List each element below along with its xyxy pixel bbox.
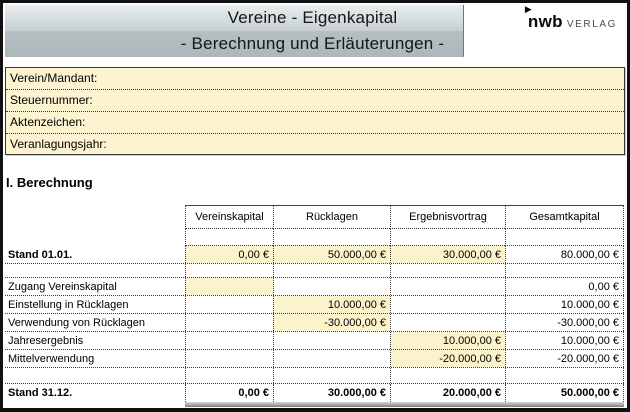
- row-label: Einstellung in Rücklagen: [8, 298, 129, 311]
- logo-nwb-text: nwb: [527, 12, 563, 31]
- spacer-cell: [390, 229, 505, 246]
- input-cell-ergebnisvortrag[interactable]: 10.000,00 €: [390, 332, 505, 349]
- spacer-cell: [390, 264, 505, 277]
- spacer-cell: [185, 264, 273, 277]
- column-header-ruecklagen: Rücklagen: [273, 205, 390, 229]
- column-header-empty: [5, 205, 185, 229]
- form-label: Aktenzeichen:: [10, 115, 86, 129]
- row-label: Jahresergebnis: [8, 334, 84, 347]
- result-cell-gesamtkapital: 10.000,00 €: [505, 332, 624, 349]
- result-cell-gesamtkapital: 80.000,00 €: [505, 246, 624, 263]
- spacer-cell: [185, 229, 273, 246]
- result-cell-gesamtkapital: -20.000,00 €: [505, 350, 624, 367]
- client-data-form: [5, 67, 625, 155]
- column-header-ergebnisvortrag: Ergebnisvortrag: [390, 205, 505, 229]
- cell-vereinskapital: [185, 332, 273, 349]
- form-field-veranlagungsjahr[interactable]: [6, 134, 624, 156]
- cell-ergebnisvortrag: [390, 314, 505, 331]
- form-label: Verein/Mandant:: [10, 71, 98, 85]
- spacer-cell: [505, 368, 624, 383]
- result-cell-ergebnisvortrag: 20.000,00 €: [390, 384, 505, 402]
- input-cell-vereinskapital[interactable]: 0,00 €: [185, 246, 273, 263]
- cell-ruecklagen: [273, 332, 390, 349]
- result-cell-vereinskapital: 0,00 €: [185, 384, 273, 402]
- column-header-vereinskapital: Vereinskapital: [185, 205, 273, 229]
- spacer-row: [5, 368, 624, 384]
- row-label: Mittelverwendung: [8, 352, 95, 365]
- table-row-verwendung-ruecklagen: [5, 314, 624, 332]
- spacer-row: [5, 264, 624, 278]
- form-field-steuernummer[interactable]: [6, 90, 624, 112]
- cell-ruecklagen: [273, 350, 390, 367]
- spacer-row: [5, 229, 624, 246]
- cell-ruecklagen: [273, 278, 390, 295]
- spacer-cell: [5, 264, 185, 277]
- form-field-aktenzeichen[interactable]: [6, 112, 624, 134]
- spacer-cell: [505, 229, 624, 246]
- input-cell-ergebnisvortrag[interactable]: -20.000,00 €: [390, 350, 505, 367]
- logo-verlag-text: VERLAG: [566, 19, 617, 30]
- calculation-table: [5, 205, 624, 407]
- form-label: Veranlagungsjahr:: [10, 137, 107, 151]
- page-title-line2: - Berechnung und Erläuterungen -: [180, 34, 445, 53]
- table-row-stand-3112: [5, 384, 624, 402]
- table-row-jahresergebnis: [5, 332, 624, 350]
- row-label: Zugang Vereinskapital: [8, 280, 117, 293]
- row-label: Verwendung von Rücklagen: [8, 316, 145, 329]
- cell-vereinskapital: [185, 296, 273, 313]
- cell-vereinskapital: [185, 314, 273, 331]
- row-label: Stand 01.01.: [8, 248, 73, 261]
- cell-ergebnisvortrag: [390, 296, 505, 313]
- input-cell-vereinskapital[interactable]: [185, 278, 273, 295]
- result-cell-ruecklagen: 30.000,00 €: [273, 384, 390, 402]
- spacer-cell: [273, 368, 390, 383]
- result-cell-gesamtkapital: 50.000,00 €: [505, 384, 624, 402]
- section-heading-berechnung: I. Berechnung: [6, 175, 93, 190]
- cell-vereinskapital: [185, 350, 273, 367]
- input-cell-ruecklagen[interactable]: 10.000,00 €: [273, 296, 390, 313]
- form-field-verein-mandant[interactable]: [6, 68, 624, 90]
- spacer-cell: [273, 229, 390, 246]
- spacer-cell: [5, 368, 185, 383]
- cell-ergebnisvortrag: [390, 278, 505, 295]
- table-closing-rule: [185, 402, 624, 407]
- spacer-cell: [273, 264, 390, 277]
- result-cell-gesamtkapital: -30.000,00 €: [505, 314, 624, 331]
- table-row-zugang-vereinskapital: [5, 278, 624, 296]
- spacer-cell: [185, 368, 273, 383]
- table-row-stand-0101: [5, 246, 624, 264]
- flag-triangle-icon: ▶: [524, 4, 532, 14]
- row-label: Stand 31.12.: [8, 387, 73, 399]
- nwb-verlag-logo: [524, 4, 617, 32]
- result-cell-gesamtkapital: 10.000,00 €: [505, 296, 624, 313]
- spacer-cell: [390, 368, 505, 383]
- input-cell-ruecklagen[interactable]: -30.000,00 €: [273, 314, 390, 331]
- form-label: Steuernummer:: [10, 93, 93, 107]
- result-cell-gesamtkapital: 0,00 €: [505, 278, 624, 295]
- column-header-gesamtkapital: Gesamtkapital: [505, 205, 624, 229]
- table-header-row: [5, 205, 624, 229]
- page-title-line1: Vereine - Eigenkapital: [227, 8, 398, 27]
- table-row-mittelverwendung: [5, 350, 624, 368]
- spacer-cell: [5, 229, 185, 246]
- spacer-cell: [505, 264, 624, 277]
- input-cell-ruecklagen[interactable]: 50.000,00 €: [273, 246, 390, 263]
- input-cell-ergebnisvortrag[interactable]: 30.000,00 €: [390, 246, 505, 263]
- table-row-einstellung-ruecklagen: [5, 296, 624, 314]
